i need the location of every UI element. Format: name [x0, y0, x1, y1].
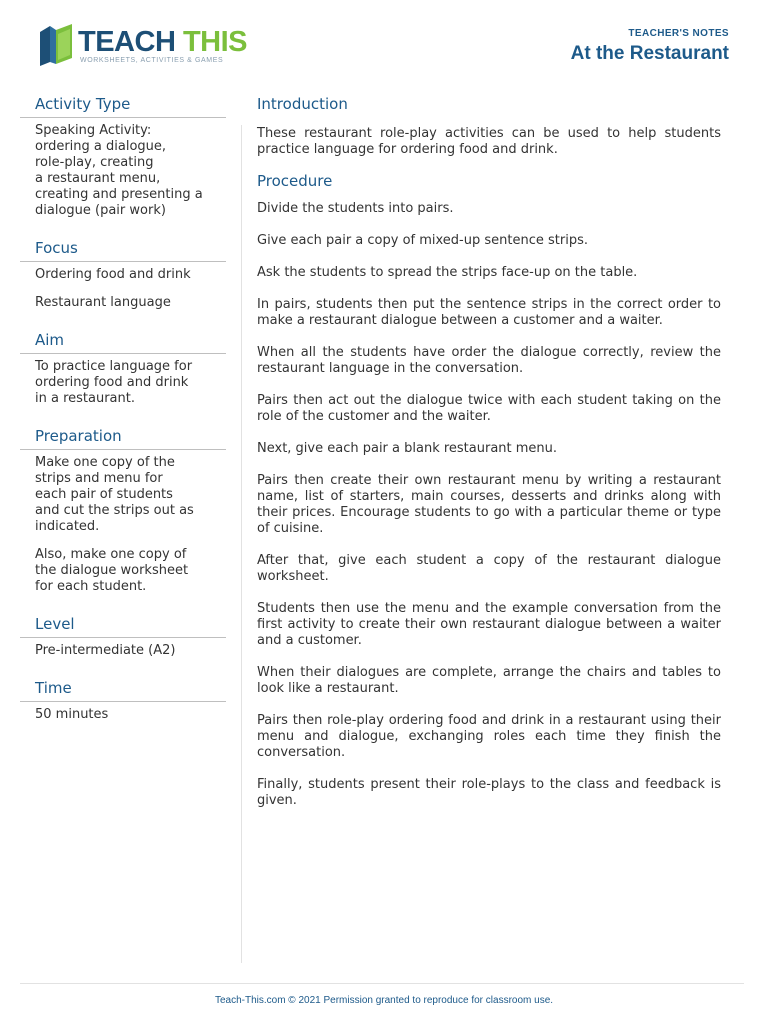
preparation-heading: Preparation	[20, 427, 226, 450]
activity-type-line: dialogue (pair work)	[35, 203, 166, 218]
preparation-line: the dialogue worksheet	[35, 563, 189, 578]
procedure-step: Ask the students to spread the strips face-up on the table.	[257, 265, 638, 280]
preparation-line: for each student.	[35, 579, 147, 594]
preparation-line: strips and menu for	[35, 471, 163, 486]
procedure-step: Divide the students into pairs.	[257, 201, 454, 216]
level-heading: Level	[20, 615, 226, 638]
aim-line: ordering food and drink	[35, 375, 189, 390]
activity-type-line: ordering a dialogue,	[35, 139, 167, 154]
book-icon	[36, 22, 76, 66]
level-value: Pre-intermediate (A2)	[35, 643, 176, 658]
aim-line: in a restaurant.	[35, 391, 135, 406]
logo-word-teach: TEACH	[78, 26, 176, 58]
focus-item: Restaurant language	[35, 295, 171, 310]
procedure-step: Students then use the menu and the example conversation from the first activity to create their own restaurant dialogue between a waiter and a customer.	[257, 601, 721, 648]
activity-type-line: a restaurant menu,	[35, 171, 161, 186]
procedure-step: Next, give each pair a blank restaurant menu.	[257, 441, 558, 456]
procedure-heading: Procedure	[257, 172, 333, 190]
level-section	[20, 615, 226, 659]
column-divider	[241, 125, 242, 963]
main-content	[257, 95, 721, 825]
introduction-heading: Introduction	[257, 95, 348, 113]
preparation-paragraph	[35, 547, 226, 595]
activity-type-section	[20, 95, 226, 219]
preparation-line: Also, make one copy of	[35, 547, 187, 562]
procedure-step: Pairs then role-play ordering food and drink in a restaurant using their menu and dialogue, exchanging roles each time they finish the conversation.	[257, 713, 721, 760]
focus-item: Ordering food and drink	[35, 267, 191, 282]
preparation-line: and cut the strips out as	[35, 503, 194, 518]
logo-tagline: WORKSHEETS, ACTIVITIES & GAMES	[80, 57, 224, 64]
page-header	[0, 0, 768, 80]
time-heading: Time	[20, 679, 226, 702]
aim-line: To practice language for	[35, 359, 193, 374]
teachers-notes-label: TEACHER'S NOTES	[628, 28, 729, 39]
preparation-section	[20, 427, 226, 595]
activity-type-heading: Activity Type	[20, 95, 226, 118]
procedure-step: In pairs, students then put the sentence strips in the correct order to make a restaurant dialogue between a customer and a waiter.	[257, 297, 721, 328]
activity-type-line: creating and presenting a	[35, 187, 203, 202]
footer-copyright: Teach-This.com © 2021 Permission granted to reproduce for classroom use.	[214, 995, 554, 1006]
activity-type-line: role-play, creating	[35, 155, 154, 170]
teach-this-logo	[36, 22, 248, 72]
introduction-text: These restaurant role-play activities can be used to help students practice language for ordering food and drink.	[257, 126, 721, 157]
activity-type-line: Speaking Activity:	[35, 123, 152, 138]
aim-section	[20, 331, 226, 407]
procedure-steps	[257, 201, 721, 809]
preparation-line: Make one copy of the	[35, 455, 175, 470]
sidebar	[20, 95, 226, 743]
time-section	[20, 679, 226, 723]
procedure-step: When all the students have order the dialogue correctly, review the restaurant language in the conversation.	[257, 345, 721, 376]
logo-word-this: THIS	[182, 26, 248, 58]
procedure-step: Pairs then act out the dialogue twice with each student taking on the role of the customer and the waiter.	[257, 393, 721, 424]
footer-divider	[20, 983, 744, 984]
logo-wordmark	[78, 26, 247, 58]
procedure-step: Give each pair a copy of mixed-up sentence strips.	[257, 233, 588, 248]
preparation-paragraph	[35, 455, 226, 535]
time-value: 50 minutes	[35, 707, 109, 722]
procedure-step: Pairs then create their own restaurant menu by writing a restaurant name, list of starters, main courses, desserts and drinks along with their prices. Encourage students to go with a particular theme or type of cuisine.	[257, 473, 721, 536]
aim-heading: Aim	[20, 331, 226, 354]
focus-section	[20, 239, 226, 311]
procedure-step: When their dialogues are complete, arrange the chairs and tables to look like a restaurant.	[257, 665, 721, 696]
focus-heading: Focus	[20, 239, 226, 262]
preparation-line: indicated.	[35, 519, 100, 534]
procedure-step: After that, give each student a copy of the restaurant dialogue worksheet.	[257, 553, 721, 584]
page-title: At the Restaurant	[570, 43, 729, 64]
procedure-step: Finally, students present their role-plays to the class and feedback is given.	[257, 777, 721, 808]
preparation-line: each pair of students	[35, 487, 173, 502]
